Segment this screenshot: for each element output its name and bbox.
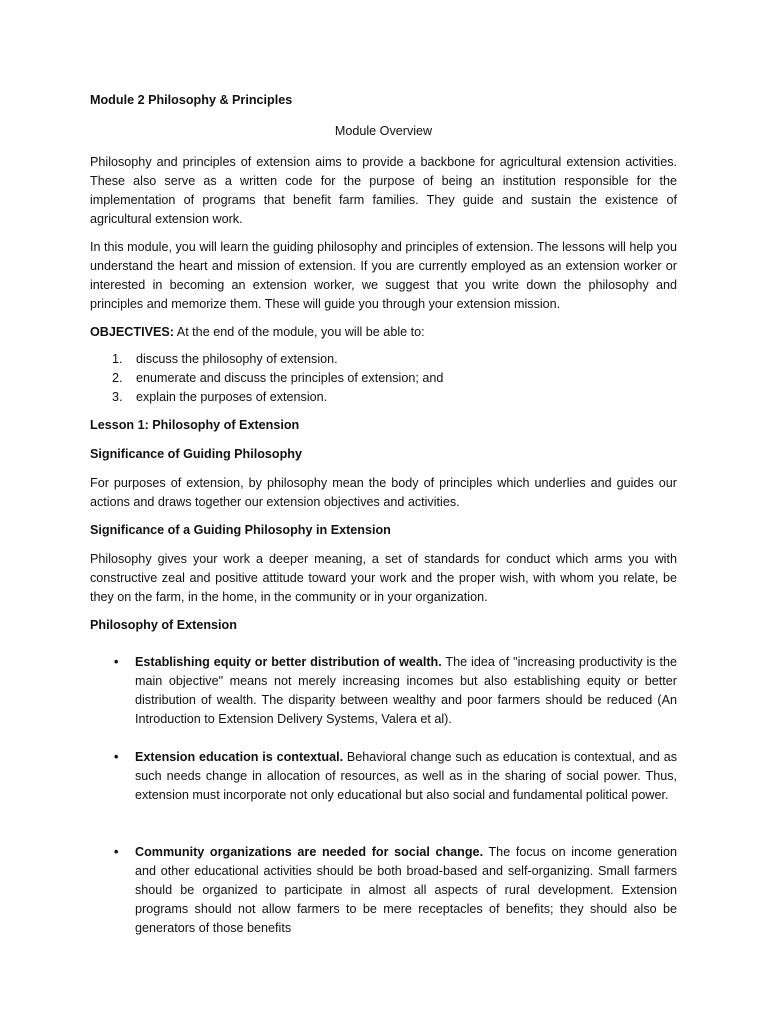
objectives-intro bbox=[90, 323, 677, 342]
objective-number: 1. bbox=[112, 352, 123, 366]
philosophy-item-title: Community organizations are needed for social change. bbox=[135, 845, 484, 859]
significance-extension-text: Philosophy gives your work a deeper meaning, a set of standards for conduct which arms you with constructive zeal and positive attitude toward your work and the proper wish, with whom you relate, be they on the farm, in the home, in the community or in your organization. bbox=[90, 552, 677, 604]
objective-number: 2. bbox=[112, 371, 123, 385]
philosophy-item bbox=[90, 653, 677, 729]
objective-text: explain the purposes of extension. bbox=[136, 390, 328, 404]
significance-text: For purposes of extension, by philosophy mean the body of principles which underlies and guides our actions and draws together our extension objectives and activities. bbox=[90, 476, 677, 509]
lesson-title: Lesson 1: Philosophy of Extension bbox=[90, 418, 300, 432]
module-title: Module 2 Philosophy & Principles bbox=[90, 93, 293, 107]
objective-item bbox=[90, 350, 677, 369]
objective-number: 3. bbox=[112, 390, 123, 404]
intro-paragraph-2: In this module, you will learn the guiding philosophy and principles of extension. The lessons will help you understand the heart and mission of extension. If you are currently employed as an extension worker or interested in becoming an extension worker, we suggest that you write down the philosophy and principles and memorize them. These will guide you through your extension mission. bbox=[90, 240, 677, 311]
overview-heading: Module Overview bbox=[334, 124, 433, 138]
objectives-list bbox=[90, 350, 677, 407]
objectives-lead: At the end of the module, you will be able to: bbox=[173, 325, 425, 339]
philosophy-item bbox=[90, 843, 677, 938]
objective-item bbox=[90, 388, 677, 407]
philosophy-item bbox=[90, 748, 677, 805]
bullet-icon: • bbox=[114, 655, 119, 669]
philosophy-item-text: The idea of "increasing productivity is the main objective" means not merely increasing incomes but also establishing equity or better distribution of wealth. The disparity between wealthy and poor farmers should be reduced (An Introduction to Extension Delivery Systems, Valera et al). bbox=[135, 655, 677, 726]
bullet-icon: • bbox=[114, 750, 119, 764]
philosophy-item-title: Extension education is contextual. bbox=[135, 750, 344, 764]
objective-item bbox=[90, 369, 677, 388]
philosophy-item-text: The focus on income generation and other educational activities should be both broad-based and self-organizing. Small farmers should be organized to participate in almost all aspects of rural development. Extension programs should not allow farmers to be mere receptacles of benefits; they should also be generators of those benefits bbox=[135, 845, 677, 935]
significance-heading: Significance of Guiding Philosophy bbox=[90, 447, 303, 461]
philosophy-list bbox=[90, 653, 677, 938]
philosophy-heading: Philosophy of Extension bbox=[90, 618, 237, 632]
significance-extension-heading: Significance of a Guiding Philosophy in Extension bbox=[90, 523, 391, 537]
objective-text: discuss the philosophy of extension. bbox=[136, 352, 338, 366]
objectives-label: OBJECTIVES: bbox=[90, 325, 174, 339]
bullet-icon: • bbox=[114, 845, 119, 859]
document-page bbox=[90, 91, 677, 938]
philosophy-item-title: Establishing equity or better distribution of wealth. bbox=[135, 655, 442, 669]
objective-text: enumerate and discuss the principles of extension; and bbox=[136, 371, 444, 385]
intro-paragraph-1: Philosophy and principles of extension aims to provide a backbone for agricultural extension activities. These also serve as a written code for the purpose of being an institution responsible for the implementation of programs that benefit farm families. They guide and sustain the existence of agricultural extension work. bbox=[90, 155, 677, 226]
philosophy-item-text: Behavioral change such as education is contextual, and as such needs change in allocation of resources, as well as in the sharing of social power. Thus, extension must incorporate not only educational but also social and fundamental political power. bbox=[135, 750, 678, 802]
